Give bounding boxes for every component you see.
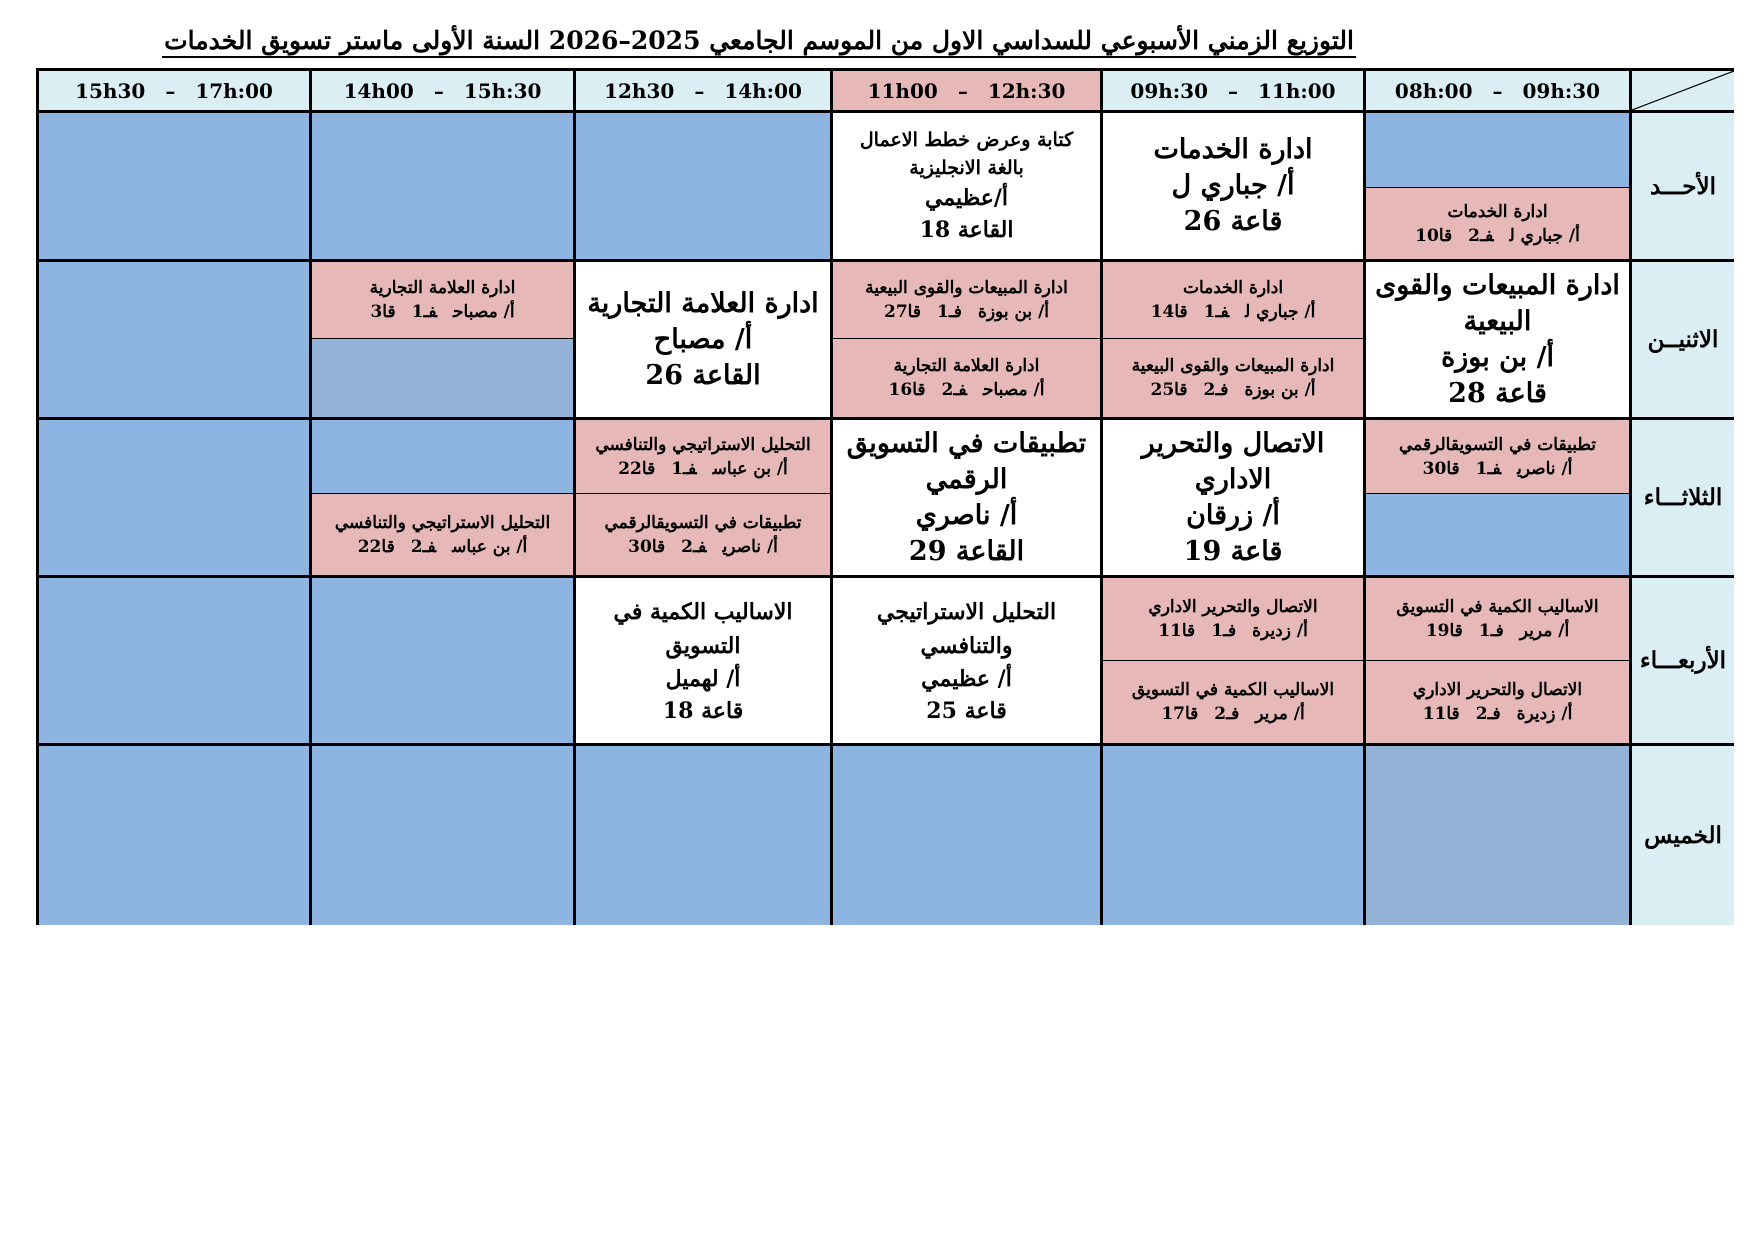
time-slot-header-1: 08h:00 – 09h:30	[1366, 71, 1629, 110]
session-wednesday-slot4: الاساليب الكمية في التسويق أ/ لهميل قاعة 18	[576, 578, 830, 743]
session-monday-slot5-group1: ادارة العلامة التجارية أ/ مصباحفـ1قا3	[312, 262, 573, 338]
session-wednesday-slot1-group2: الاتصال والتحرير الاداري أ/ زديرةفـ2قا11	[1366, 661, 1629, 743]
free-slot	[312, 578, 573, 743]
session-sunday-slot3: كتابة وعرض خطط الاعمال بالغة الانجليزية أ/عظيمي القاعة 18	[833, 113, 1100, 259]
session-tuesday-slot3: تطبيقات في التسويق الرقمي أ/ ناصري القاعة 29	[833, 420, 1100, 575]
diagonal-line-icon	[1632, 71, 1734, 110]
session-monday-slot2-group2: ادارة المبيعات والقوى البيعية أ/ بن بوزةفـ2قا25	[1103, 339, 1363, 417]
free-slot	[576, 746, 830, 925]
day-label-tuesday: الثلاثـــاء	[1632, 420, 1734, 575]
session-sunday-slot1: ادارة الخدمات أ/ جباري لفـ2قا10	[1366, 188, 1629, 259]
session-monday-slot2-group1: ادارة الخدمات أ/ جباري لفـ1قا14	[1103, 262, 1363, 338]
session-monday-slot1: ادارة المبيعات والقوى البيعية أ/ بن بوزة قاعة 28	[1366, 262, 1629, 417]
timetable	[36, 68, 1734, 925]
session-sunday-slot2: ادارة الخدمات أ/ جباري ل قاعة 26	[1103, 113, 1363, 259]
session-tuesday-slot5-group2: التحليل الاستراتيجي والتنافسي أ/ بن عباسفـ2قا22	[312, 494, 573, 575]
session-wednesday-slot2-group2: الاساليب الكمية في التسويق أ/ مريرفـ2قا17	[1103, 661, 1363, 743]
free-slot	[1103, 746, 1363, 925]
day-label-thursday: الخميس	[1632, 746, 1734, 925]
session-monday-slot3-group1: ادارة المبيعات والقوى البيعية أ/ بن بوزةفـ1قا27	[833, 262, 1100, 338]
free-slot	[312, 420, 573, 493]
free-slot	[39, 420, 309, 575]
time-slot-header-4: 12h30 – 14h:00	[576, 71, 830, 110]
session-tuesday-slot4-group2: تطبيقات في التسويقالرقمي أ/ ناصريفـ2قا30	[576, 494, 830, 575]
free-slot	[1366, 746, 1629, 925]
session-wednesday-slot1-group1: الاساليب الكمية في التسويق أ/ مريرفـ1قا19	[1366, 578, 1629, 660]
free-slot	[1366, 494, 1629, 575]
free-slot	[312, 339, 573, 417]
day-label-sunday: الأحـــد	[1632, 113, 1734, 259]
session-wednesday-slot3: التحليل الاستراتيجي والتنافسي أ/ عظيمي قاعة 25	[833, 578, 1100, 743]
free-slot	[312, 113, 573, 259]
free-slot	[833, 746, 1100, 925]
free-slot	[576, 113, 830, 259]
free-slot	[39, 578, 309, 743]
session-wednesday-slot2-group1: الاتصال والتحرير الاداري أ/ زديرةفـ1قا11	[1103, 578, 1363, 660]
day-label-wednesday: الأربعـــاء	[1632, 578, 1734, 743]
session-tuesday-slot1-group1: تطبيقات في التسويقالرقمي أ/ ناصريفـ1قا30	[1366, 420, 1629, 493]
corner-cell	[1632, 71, 1734, 110]
free-slot	[312, 746, 573, 925]
day-label-monday: الاثنيــن	[1632, 262, 1734, 417]
timetable-title: التوزيع الزمني الأسبوعي للسداسي الاول من الموسم الجامعي 2025–2026 السنة الأولى ماستر تسويق الخدمات	[343, 22, 1356, 60]
time-slot-header-6: 15h30 – 17h:00	[39, 71, 309, 110]
time-slot-header-2: 09h:30 – 11h:00	[1103, 71, 1363, 110]
time-slot-header-3: 11h00 – 12h:30	[833, 71, 1100, 110]
session-tuesday-slot2: الاتصال والتحرير الاداري أ/ زرقان قاعة 19	[1103, 420, 1363, 575]
time-slot-header-5: 14h00 – 15h:30	[312, 71, 573, 110]
free-slot	[39, 746, 309, 925]
free-slot	[39, 113, 309, 259]
session-tuesday-slot4-group1: التحليل الاستراتيجي والتنافسي أ/ بن عباسفـ1قا22	[576, 420, 830, 493]
free-slot	[1366, 113, 1629, 187]
free-slot	[39, 262, 309, 417]
session-monday-slot4: ادارة العلامة التجارية أ/ مصباح القاعة 26	[576, 262, 830, 417]
session-monday-slot3-group2: ادارة العلامة التجارية أ/ مصباحفـ2قا16	[833, 339, 1100, 417]
